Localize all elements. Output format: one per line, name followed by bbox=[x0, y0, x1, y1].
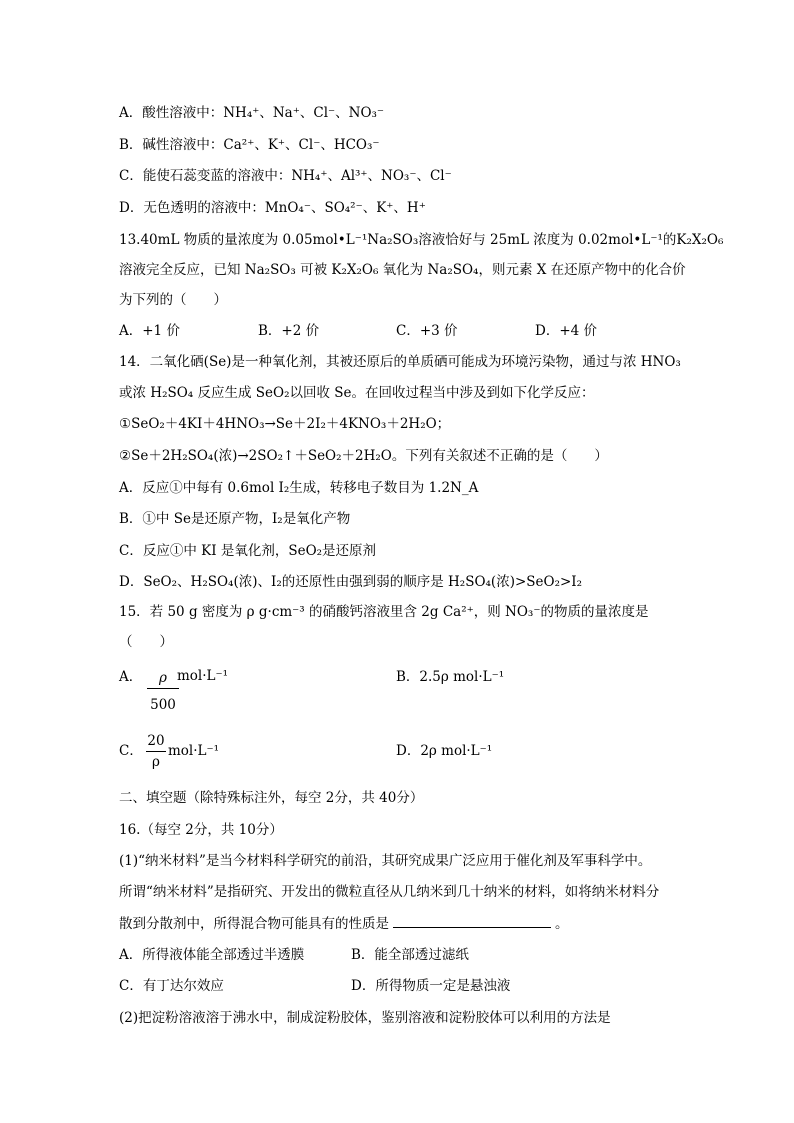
q16-p3-end: 。 bbox=[555, 916, 569, 932]
q12-option-d: D．无色透明的溶液中：MnO₄⁻、SO₄²⁻、K⁺、H⁺ bbox=[119, 200, 426, 216]
section-2-heading: 二、填空题（除特殊标注外，每空 2分，共 40分） bbox=[119, 790, 424, 806]
q13-option-d: D．+4 价 bbox=[535, 323, 598, 339]
q13-stem-line3: 为下列的（ ） bbox=[119, 292, 227, 308]
q14-reaction-2: ②Se＋2H₂SO₄(浓)→2SO₂↑＋SeO₂＋2H₂O。下列有关叙述不正确的是（ ） bbox=[119, 448, 608, 464]
q15-option-c-numerator: 20 bbox=[146, 731, 166, 752]
q13-option-c: C．+3 价 bbox=[396, 323, 458, 339]
q16-option-c: C．有丁达尔效应 bbox=[119, 978, 224, 994]
q15-stem-line1: 15．若 50 g 密度为 ρ g·cm⁻³ 的硝酸钙溶液里含 2g Ca²⁺，则 NO₃⁻的物质的量浓度是 bbox=[119, 604, 649, 620]
answer-blank[interactable] bbox=[393, 913, 551, 928]
q15-option-a-denominator: 500 bbox=[150, 697, 176, 713]
q16-p3-text: 散到分散剂中，所得混合物可能具有的性质是 bbox=[119, 916, 389, 932]
q15-option-a-label: A． bbox=[119, 669, 143, 685]
q13-option-a: A．+1 价 bbox=[119, 323, 180, 339]
q12-option-c: C．能使石蕊变蓝的溶液中：NH₄⁺、Al³⁺、NO₃⁻、Cl⁻ bbox=[119, 168, 452, 184]
q16-p1: (1)“纳米材料”是当今材料科学研究的前沿，其研究成果广泛应用于催化剂及军事科学中。 bbox=[119, 853, 652, 869]
q15-option-d: D．2ρ mol·L⁻¹ bbox=[396, 743, 493, 759]
q15-option-a-numerator: ρ bbox=[147, 668, 179, 689]
q16-head: 16.（每空 2分，共 10分） bbox=[119, 822, 283, 838]
q14-option-d: D．SeO₂、H₂SO₄(浓)、I₂的还原性由强到弱的顺序是 H₂SO₄(浓)>SeO₂>I₂ bbox=[119, 574, 583, 590]
q12-option-b: B．碱性溶液中：Ca²⁺、K⁺、Cl⁻、HCO₃⁻ bbox=[119, 137, 380, 153]
q14-option-c: C．反应①中 KI 是氧化剂，SeO₂是还原剂 bbox=[119, 543, 377, 559]
q15-option-a-fraction bbox=[147, 668, 179, 715]
q14-option-a: A．反应①中每有 0.6mol I₂生成，转移电子数目为 1.2N_A bbox=[119, 480, 479, 496]
q15-option-c-label: C． bbox=[119, 743, 143, 759]
q15-option-c-unit: mol·L⁻¹ bbox=[168, 743, 220, 759]
q16-p2: 所谓“纳米材料”是指研究、开发出的微粒直径从几纳米到几十纳米的材料，如将纳米材料分 bbox=[119, 884, 660, 900]
q16-option-b: B．能全部透过滤纸 bbox=[351, 947, 469, 963]
q13-stem-line1: 13.40mL 物质的量浓度为 0.05mol•L⁻¹Na₂SO₃溶液恰好与 25mL 浓度为 0.02mol•L⁻¹的K₂X₂O₆ bbox=[119, 232, 724, 248]
q13-stem-line2: 溶液完全反应，已知 Na₂SO₃ 可被 K₂X₂O₆ 氧化为 Na₂SO₄，则元素 X 在还原产物中的化合价 bbox=[119, 262, 686, 278]
q16-option-a: A．所得液体能全部透过半透膜 bbox=[119, 947, 305, 963]
q16-option-d: D．所得物质一定是悬浊液 bbox=[351, 978, 511, 994]
q14-stem-line1: 14．二氧化硒(Se)是一种氧化剂，其被还原后的单质硒可能成为环境污染物，通过与浓 HNO₃ bbox=[119, 354, 681, 370]
q12-option-a: A．酸性溶液中：NH₄⁺、Na⁺、Cl⁻、NO₃⁻ bbox=[119, 105, 385, 121]
q13-option-b: B．+2 价 bbox=[258, 323, 320, 339]
q14-stem-line2: 或浓 H₂SO₄ 反应生成 SeO₂以回收 Se。在回收过程当中涉及到如下化学反应： bbox=[119, 385, 595, 401]
q14-option-b: B．①中 Se是还原产物，I₂是氧化产物 bbox=[119, 511, 351, 527]
q16-p3 bbox=[119, 913, 569, 934]
q15-option-c-fraction bbox=[146, 731, 166, 772]
q15-option-c-denominator: ρ bbox=[152, 754, 160, 770]
q15-option-b: B．2.5ρ mol·L⁻¹ bbox=[396, 669, 505, 685]
q16-p4: (2)把淀粉溶液溶于沸水中，制成淀粉胶体，鉴别溶液和淀粉胶体可以利用的方法是 bbox=[119, 1010, 611, 1026]
q15-stem-line2: （ ） bbox=[119, 634, 173, 650]
q15-option-a-unit: mol·L⁻¹ bbox=[177, 668, 229, 684]
q14-reaction-1: ①SeO₂＋4KI＋4HNO₃→Se＋2I₂＋4KNO₃＋2H₂O； bbox=[119, 416, 451, 432]
